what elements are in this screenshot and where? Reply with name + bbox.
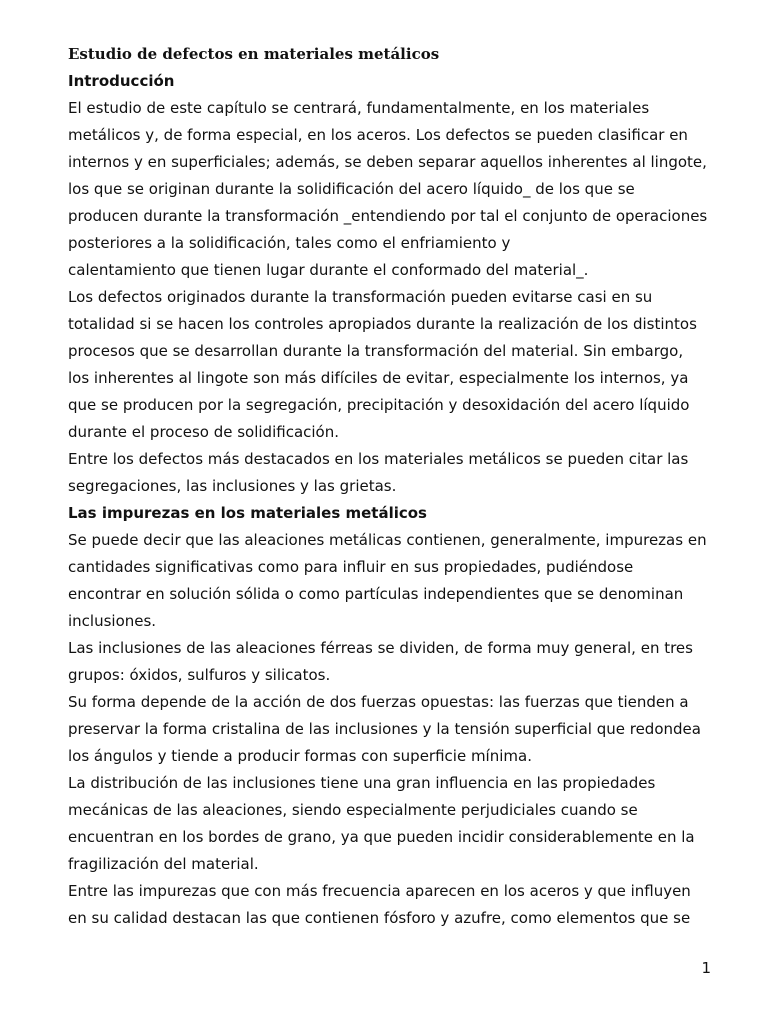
paragraph-line: los que se originan durante la solidificación del acero líquido_ de los que se — [68, 180, 635, 198]
paragraph-line: totalidad si se hacen los controles apropiados durante la realización de los distintos — [68, 315, 697, 333]
heading-text: Introducción — [68, 72, 175, 90]
paragraph — [68, 527, 718, 635]
paragraph-line: los inherentes al lingote son más difíciles de evitar, especialmente los internos, ya — [68, 369, 689, 387]
paragraph-line: fragilización del material. — [68, 855, 259, 873]
paragraph-line: producen durante la transformación _entendiendo por tal el conjunto de operaciones — [68, 207, 708, 225]
paragraph-line: posteriores a la solidificación, tales como el enfriamiento y — [68, 234, 511, 252]
paragraph-line: Entre los defectos más destacados en los materiales metálicos se pueden citar las — [68, 450, 689, 468]
paragraph-line: preservar la forma cristalina de las inclusiones y la tensión superficial que redondea — [68, 720, 701, 738]
paragraph-line: durante el proceso de solidificación. — [68, 423, 339, 441]
paragraph-line: encontrar en solución sólida o como partículas independientes que se denominan — [68, 585, 684, 603]
paragraph — [68, 770, 718, 878]
paragraph-line: calentamiento que tienen lugar durante el conformado del material_. — [68, 261, 589, 279]
paragraph-line: internos y en superficiales; además, se deben separar aquellos inherentes al lingote, — [68, 153, 707, 171]
paragraph — [68, 689, 718, 770]
paragraph-line: inclusiones. — [68, 612, 157, 630]
paragraph-line: que se producen por la segregación, precipitación y desoxidación del acero líquido — [68, 396, 690, 414]
document-title: Estudio de defectos en materiales metálicos — [68, 45, 440, 63]
paragraph-line: cantidades significativas como para influir en sus propiedades, pudiéndose — [68, 558, 634, 576]
page-number: 1 — [701, 959, 711, 977]
paragraph-line: La distribución de las inclusiones tiene una gran influencia en las propiedades — [68, 774, 656, 792]
heading-text: Las impurezas en los materiales metálicos — [68, 504, 427, 522]
section-heading — [68, 68, 718, 95]
paragraph-line: en su calidad destacan las que contienen fósforo y azufre, como elementos que se — [68, 909, 691, 927]
paragraph — [68, 284, 718, 446]
paragraph-line: los ángulos y tiende a producir formas con superficie mínima. — [68, 747, 532, 765]
paragraph-line: Entre las impurezas que con más frecuencia aparecen en los aceros y que influyen — [68, 882, 691, 900]
paragraph — [68, 878, 718, 932]
paragraph-line: procesos que se desarrollan durante la transformación del material. Sin embargo, — [68, 342, 684, 360]
paragraph-line: Se puede decir que las aleaciones metálicas contienen, generalmente, impurezas en — [68, 531, 707, 549]
paragraph — [68, 95, 718, 284]
paragraph-line: segregaciones, las inclusiones y las grietas. — [68, 477, 397, 495]
document-body — [68, 68, 718, 932]
paragraph — [68, 635, 718, 689]
document-page — [68, 41, 718, 932]
paragraph-line: grupos: óxidos, sulfuros y silicatos. — [68, 666, 331, 684]
paragraph-line: mecánicas de las aleaciones, siendo especialmente perjudiciales cuando se — [68, 801, 638, 819]
paragraph-line: El estudio de este capítulo se centrará, fundamentalmente, en los materiales — [68, 99, 650, 117]
paragraph-line: encuentran en los bordes de grano, ya que pueden incidir considerablemente en la — [68, 828, 695, 846]
paragraph — [68, 446, 718, 500]
section-heading — [68, 500, 718, 527]
paragraph-line: Las inclusiones de las aleaciones férreas se dividen, de forma muy general, en tres — [68, 639, 693, 657]
paragraph-line: metálicos y, de forma especial, en los aceros. Los defectos se pueden clasificar en — [68, 126, 688, 144]
paragraph-line: Su forma depende de la acción de dos fuerzas opuestas: las fuerzas que tienden a — [68, 693, 689, 711]
paragraph-line: Los defectos originados durante la transformación pueden evitarse casi en su — [68, 288, 653, 306]
